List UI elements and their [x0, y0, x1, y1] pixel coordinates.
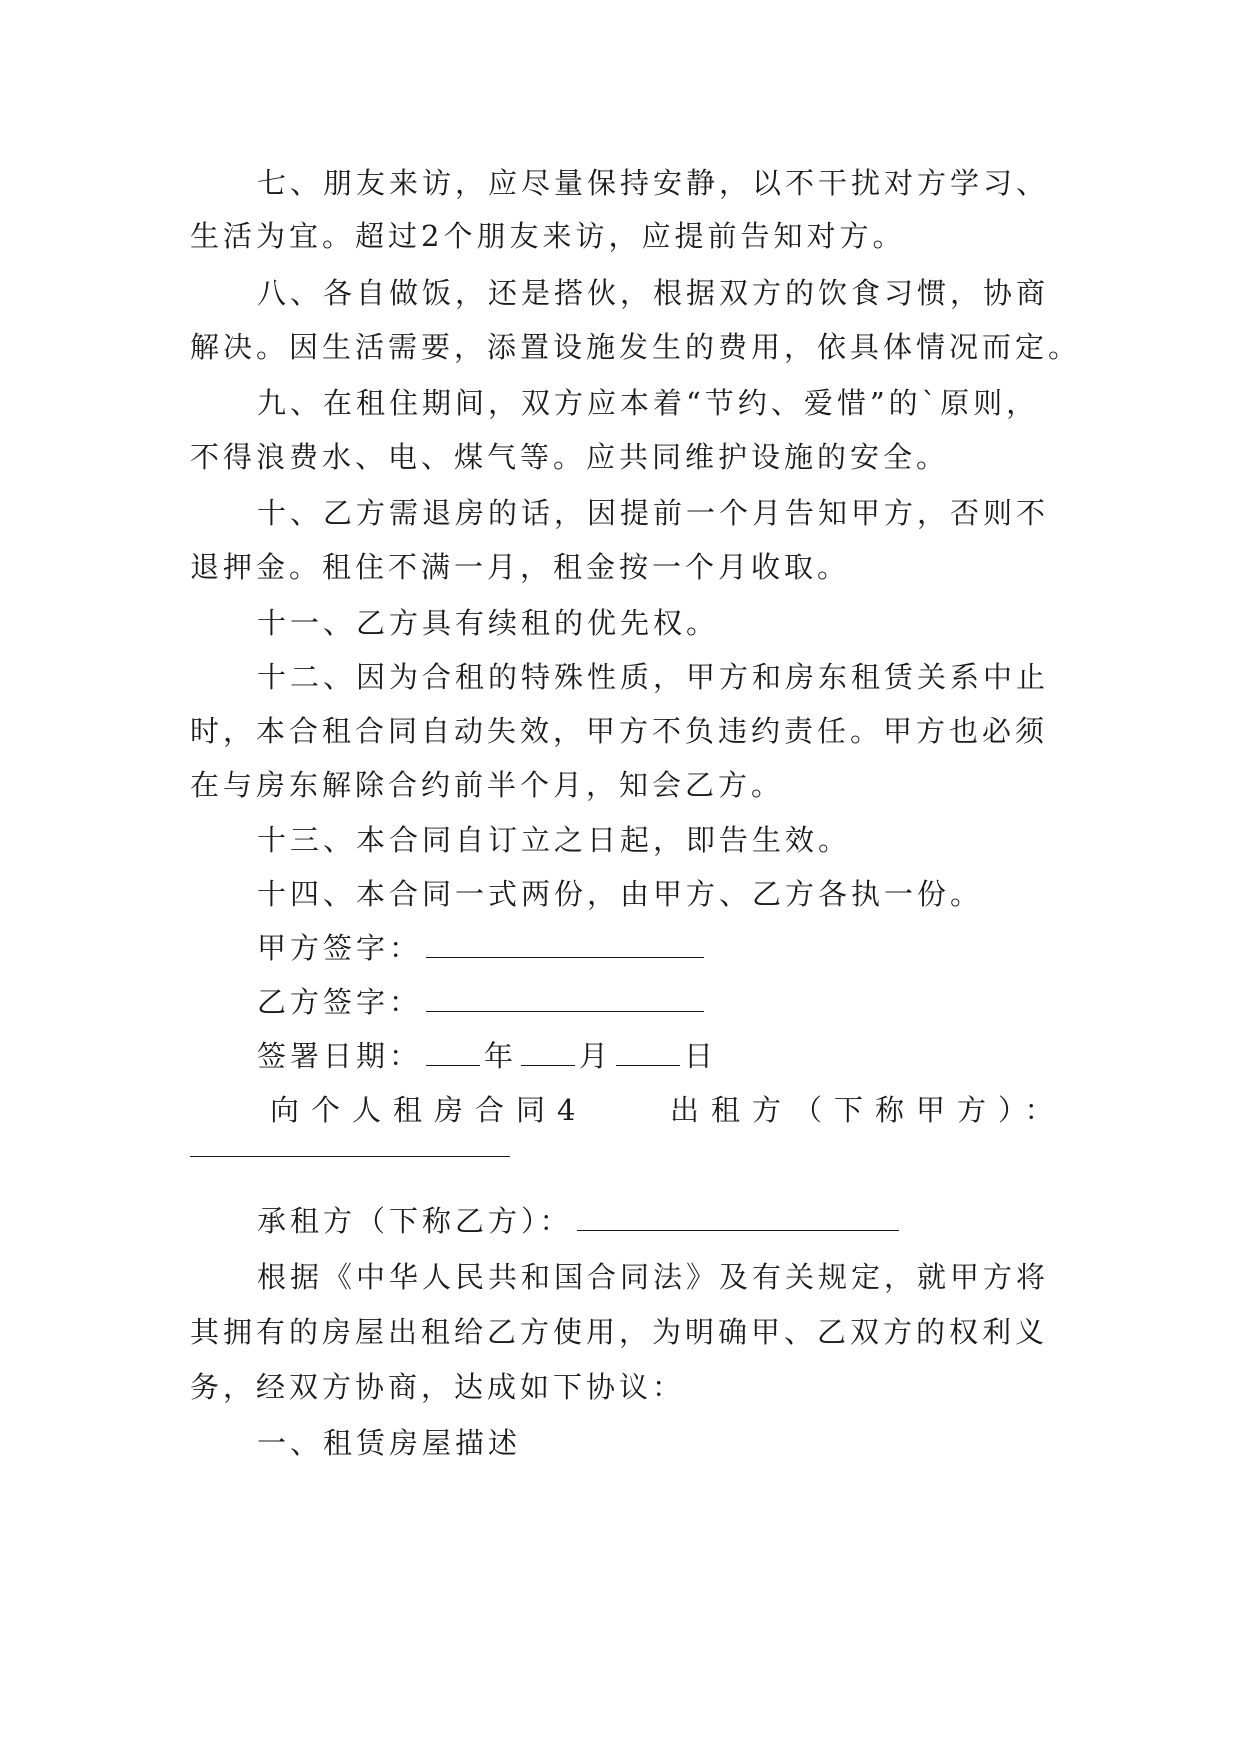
party-b-signature-blank[interactable]	[426, 1005, 704, 1012]
preamble-line-3: 务，经双方协商，达成如下协议：	[190, 1370, 686, 1404]
clause-9-line-1: 九、在租住期间，双方应本着“节约、爱惜”的`原则，	[257, 386, 1040, 420]
lessor-blank[interactable]	[190, 1156, 510, 1157]
party-b-signature	[257, 982, 708, 1022]
clause-10-line-1: 十、乙方需退房的话，因提前一个月告知甲方，否则不	[257, 496, 1050, 530]
lessee-line	[257, 1201, 903, 1241]
year-label: 年	[484, 1039, 518, 1073]
day-label: 日	[684, 1039, 718, 1073]
clause-8-line-2: 解决。因生活需要，添置设施发生的费用，依具体情况而定。	[190, 330, 1082, 364]
clause-11-line-1: 十一、乙方具有续租的优先权。	[257, 606, 720, 640]
clause-13-line-1: 十三、本合同自订立之日起，即告生效。	[257, 823, 852, 857]
contract-4-title: 向个人租房合同4	[270, 1093, 588, 1127]
clause-12-line-1: 十二、因为合租的特殊性质，甲方和房东租赁关系中止	[257, 660, 1050, 694]
year-blank[interactable]	[426, 1059, 480, 1066]
clause-8-line-1: 八、各自做饭，还是搭伙，根据双方的饮食习惯，协商	[257, 276, 1050, 310]
day-blank[interactable]	[616, 1059, 680, 1066]
preamble-line-1: 根据《中华人民共和国合同法》及有关规定，就甲方将	[257, 1260, 1050, 1294]
preamble-line-2: 其拥有的房屋出租给乙方使用，为明确甲、乙双方的权利义	[190, 1315, 1049, 1349]
signing-date	[257, 1036, 717, 1076]
party-b-signature-label: 乙方签字：	[257, 985, 423, 1019]
clause-14-line-1: 十四、本合同一式两份，由甲方、乙方各执一份。	[257, 877, 984, 911]
clause-12-line-2: 时，本合租合同自动失效，甲方不负违约责任。甲方也必须	[190, 714, 1049, 748]
clause-9-line-2: 不得浪费水、电、煤气等。应共同维护设施的安全。	[190, 440, 950, 474]
clause-7-line-2: 生活为宜。超过2个朋友来访，应提前告知对方。	[190, 219, 906, 253]
lessor-label: 出租方（下称甲方）：	[670, 1093, 1066, 1127]
clause-7-line-1: 七、朋友来访，应尽量保持安静，以不干扰对方学习、	[257, 166, 1050, 200]
party-a-signature	[257, 928, 708, 968]
month-blank[interactable]	[521, 1059, 575, 1066]
party-a-signature-label: 甲方签字：	[257, 931, 423, 965]
clause-10-line-2: 退押金。租住不满一月，租金按一个月收取。	[190, 550, 851, 584]
month-label: 月	[579, 1039, 613, 1073]
lessee-label: 承租方（下称乙方）：	[257, 1204, 573, 1238]
clause-12-line-3: 在与房东解除合约前半个月，知会乙方。	[190, 768, 785, 802]
party-a-signature-blank[interactable]	[426, 951, 704, 958]
section-1-heading: 一、租赁房屋描述	[257, 1426, 522, 1460]
lessee-blank[interactable]	[577, 1224, 899, 1231]
signing-date-label: 签署日期：	[257, 1039, 423, 1073]
